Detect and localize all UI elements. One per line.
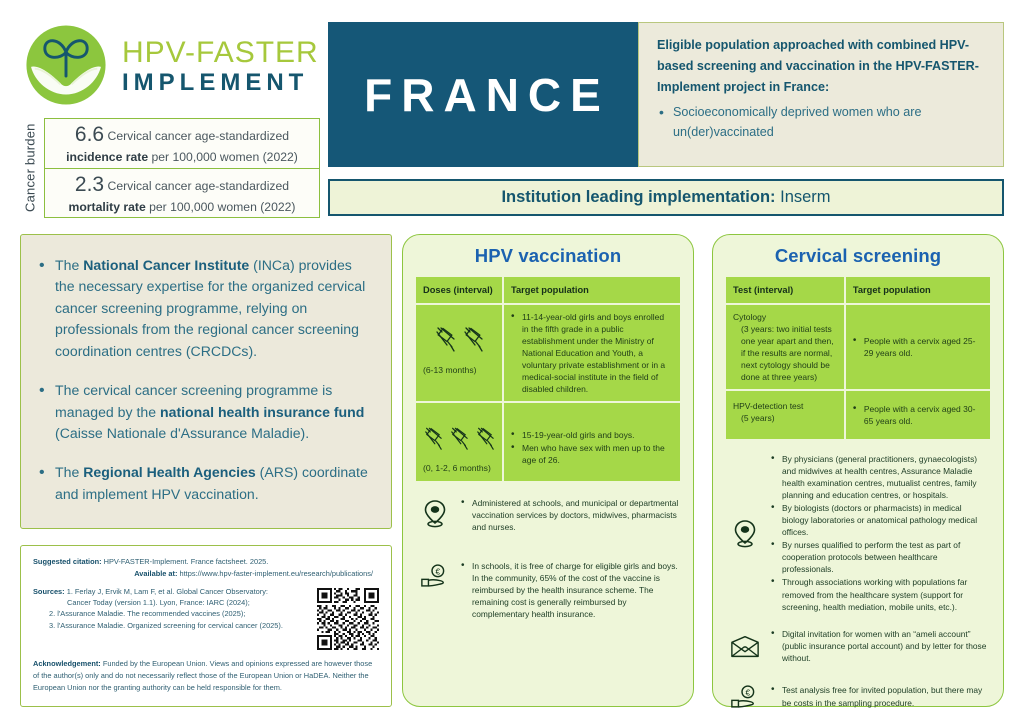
list-item: • People with a cervix aged 25-29 years old. [853, 335, 983, 359]
available-at-url[interactable]: https://www.hpv-faster-implement.eu/research/publications/ [177, 569, 373, 579]
sources-label: Sources: [33, 587, 65, 597]
table-row [726, 391, 990, 438]
hpv-vaccination-panel [402, 234, 694, 707]
qr-code-icon[interactable] [317, 588, 379, 650]
target-population-cell [504, 305, 680, 401]
syringe-icon [434, 325, 456, 359]
narrative-pre: The [55, 257, 84, 273]
narrative-pre: The cervical cancer screening programme is managed by the [55, 382, 333, 420]
source-entry: 2. l'Assurance Maladie. The recommended vaccines (2025); [49, 609, 246, 619]
source-entry: 1. Ferlay J, Ervik M, Lam F, et al. Global Cancer Observatory: [66, 587, 268, 597]
eligible-population-box [638, 22, 1004, 167]
sources-first-line [33, 586, 311, 597]
mortality-rate-value: 2.3 [74, 172, 105, 196]
list-item: • Socioeconomically deprived women who are un(der)vaccinated [657, 102, 989, 143]
cervical-screening-title: Cervical screening [774, 245, 942, 266]
mortality-rate-text [69, 171, 296, 215]
dose-interval: (0, 1-2, 6 months) [423, 463, 491, 474]
target-population-list [511, 429, 673, 465]
table-row [416, 305, 680, 401]
list-item: • By physicians (general practitioners, gynaecologists) and midwives at health centres, Assurance Maladie health examination centres, mutualist centres, family planning and education centres, or hospitals. [771, 453, 989, 501]
location-pin-icon [418, 497, 452, 529]
syringe-group [423, 325, 495, 359]
source-entry: 3. l'Assurance Maladie. Organized screening for cervical cancer (2025). [49, 620, 283, 630]
list-item [37, 380, 373, 444]
acknowledgement-line [33, 658, 379, 694]
suggested-citation-line [33, 556, 379, 567]
incidence-rate-value: 6.6 [74, 123, 105, 147]
note-body [771, 453, 989, 614]
test-cell [726, 305, 844, 389]
column-header-doses: Doses (interval) [416, 277, 502, 303]
target-population-list [511, 311, 673, 395]
table-row [416, 403, 680, 480]
hands-holding-uterus-icon [20, 19, 112, 111]
target-population-list [853, 403, 983, 427]
list-item: • In schools, it is free of charge for eligible girls and boys. In the community, 65% of the cost of the vaccine is reimbursed by the health insurance scheme. The remaining cost is generally reimbursed by complementary health insurance. [461, 560, 679, 620]
note-body [771, 628, 989, 665]
cancer-burden-section [20, 118, 320, 218]
brand-wordmark [122, 32, 319, 98]
list-item: • By biologists (doctors or pharmacists) in medical biology laboratories or anatomical pathology medical offices. [771, 502, 989, 538]
test-name: HPV-detection test [733, 401, 804, 412]
country-banner [328, 22, 638, 167]
syringe-icon [423, 425, 443, 457]
screening-note-cost [724, 681, 992, 713]
target-population-list [853, 335, 983, 359]
country-name: FRANCE [364, 68, 610, 121]
location-pin-icon [728, 517, 762, 549]
institution-label: Institution leading implementation: [501, 188, 776, 206]
institution-text [501, 188, 830, 207]
incidence-rate-text [66, 121, 298, 165]
list-item: • Administered at schools, and municipal or departmental vaccination services by doctors, midwives, pharmacists and nurses. [461, 497, 679, 533]
incidence-rate-box [44, 118, 320, 169]
table-header-row [416, 277, 680, 303]
brand-name-line1: HPV-FASTER [122, 35, 319, 69]
list-item [37, 462, 373, 505]
vaccination-note-location [414, 497, 682, 534]
screening-note-invitation [724, 628, 992, 665]
hand-euro-icon [418, 560, 452, 592]
list-item: • Men who have sex with men up to the age of 26. [511, 442, 673, 466]
available-at-label: Available at: [134, 569, 178, 579]
column-header-target: Target population [846, 277, 990, 303]
note-body [461, 560, 679, 621]
note-list [771, 628, 989, 664]
acknowledgement-label: Acknowledgement: [33, 659, 101, 669]
test-interval: (3 years: two initial tests one year apart and then, if the results are normal, next cytology should be done at three years) [741, 324, 834, 383]
institution-value: Inserm [780, 188, 831, 206]
svg-text:€: € [745, 687, 751, 698]
suggested-citation-label: Suggested citation: [33, 557, 102, 566]
test-name: Cytology [733, 312, 767, 322]
target-population-cell [846, 305, 990, 389]
syringe-group [423, 425, 495, 457]
narrative-bold: Regional Health Agencies [83, 464, 256, 481]
source-entry: Cancer Today (version 1.1). Lyon, France: IARC (2024); [67, 598, 250, 608]
target-population-cell [504, 403, 680, 480]
table-row [726, 305, 990, 389]
cancer-burden-axis-label: Cancer burden [22, 123, 38, 213]
narrative-bold: National Cancer Institute [83, 257, 250, 273]
note-list [461, 497, 679, 533]
narrative-pre: The [55, 464, 84, 481]
narrative-bold: national health insurance fund [160, 403, 365, 420]
governance-list [37, 255, 373, 505]
column-header-target: Target population [504, 277, 680, 303]
brand-logo [20, 12, 320, 117]
available-at-line [33, 568, 379, 579]
mortality-rate-bold: mortality rate [68, 199, 146, 214]
note-list [771, 684, 989, 708]
doses-cell [416, 305, 502, 401]
sources-list [33, 586, 311, 650]
vaccination-note-cost [414, 560, 682, 621]
narrative-post: (ARS) coordinate and implement HPV vaccination. [55, 464, 368, 502]
mortality-rate-desc: Cervical cancer age-standardized [104, 178, 290, 193]
vaccination-table [414, 275, 682, 483]
screening-table [724, 275, 992, 441]
note-body [771, 684, 989, 709]
test-interval: (5 years) [741, 413, 775, 424]
syringe-icon [475, 425, 495, 457]
cervical-screening-panel [712, 234, 1004, 707]
brand-name-line2: IMPLEMENT [122, 68, 309, 96]
governance-narrative-panel [20, 234, 392, 529]
screening-note-providers [724, 453, 992, 614]
list-item: • 15-19-year-old girls and boys. [511, 429, 673, 441]
eligible-population-list [657, 102, 989, 143]
target-population-cell [846, 391, 990, 438]
dose-interval: (6-13 months) [423, 365, 477, 375]
syringe-icon [449, 425, 469, 457]
hand-euro-icon [728, 681, 762, 713]
acknowledgement-text: Funded by the European Union. Views and opinions expressed are however those of the author(s) only and do not necessarily reflect those of the European Union or HaDEA. Neither the European Union nor the granting authority can be held responsible for them. [33, 659, 373, 693]
note-list [771, 453, 989, 613]
list-item: • By nurses qualified to perform the test as part of cooperation protocols between healthcare professionals. [771, 539, 989, 575]
envelope-icon [728, 633, 762, 659]
citation-box [20, 545, 392, 707]
cancer-burden-boxes [44, 118, 320, 218]
note-body [461, 497, 679, 534]
incidence-rate-desc: Cervical cancer age-standardized [104, 129, 290, 144]
list-item: • 11-14-year-old girls and boys enrolled in the fifth grade in a public establishment under the Ministry of National Education and Youth, a voluntary private establishment or in a medical-social institute in the field of disabled children. [511, 311, 673, 395]
list-item: • Test analysis free for invited population, but there may be costs in the sampling procedure. [771, 684, 989, 708]
table-header-row [726, 277, 990, 303]
suggested-citation-text: HPV-FASTER-Implement. France factsheet. 2025. [101, 557, 269, 566]
column-header-test: Test (interval) [726, 277, 844, 303]
doses-cell [416, 403, 502, 480]
note-list [461, 560, 679, 620]
narrative-post: (Caisse Nationale d'Assurance Maladie). [55, 424, 310, 441]
incidence-rate-unit: per 100,000 women (2022) [148, 150, 298, 165]
sources-row [33, 586, 379, 650]
eligible-population-heading: Eligible population approached with combined HPV-based screening and vaccination in the HPV-FASTER-Implement project in France: [657, 38, 979, 94]
syringe-icon [462, 325, 484, 359]
hpv-vaccination-title: HPV vaccination [474, 245, 622, 266]
list-item: • People with a cervix aged 30-65 years old. [853, 403, 983, 427]
test-cell [726, 391, 844, 438]
mortality-rate-box [44, 169, 320, 219]
mortality-rate-unit: per 100,000 women (2022) [145, 199, 296, 214]
narrative-post: (INCa) provides the necessary expertise for the organized cervical cancer screening programme, relying on professionals from the regional cancer screening coordination centres (CRCDCs). [55, 257, 366, 359]
svg-text:€: € [435, 566, 441, 577]
incidence-rate-bold: incidence rate [66, 150, 149, 165]
list-item [37, 255, 373, 362]
list-item: • Through associations working with populations far removed from the healthcare system (support for screening, health mediation, mobile units, etc.). [771, 576, 989, 612]
institution-bar [328, 179, 1004, 216]
list-item: • Digital invitation for women with an “ameli account” (public insurance portal account) and by letter for those without. [771, 628, 989, 664]
